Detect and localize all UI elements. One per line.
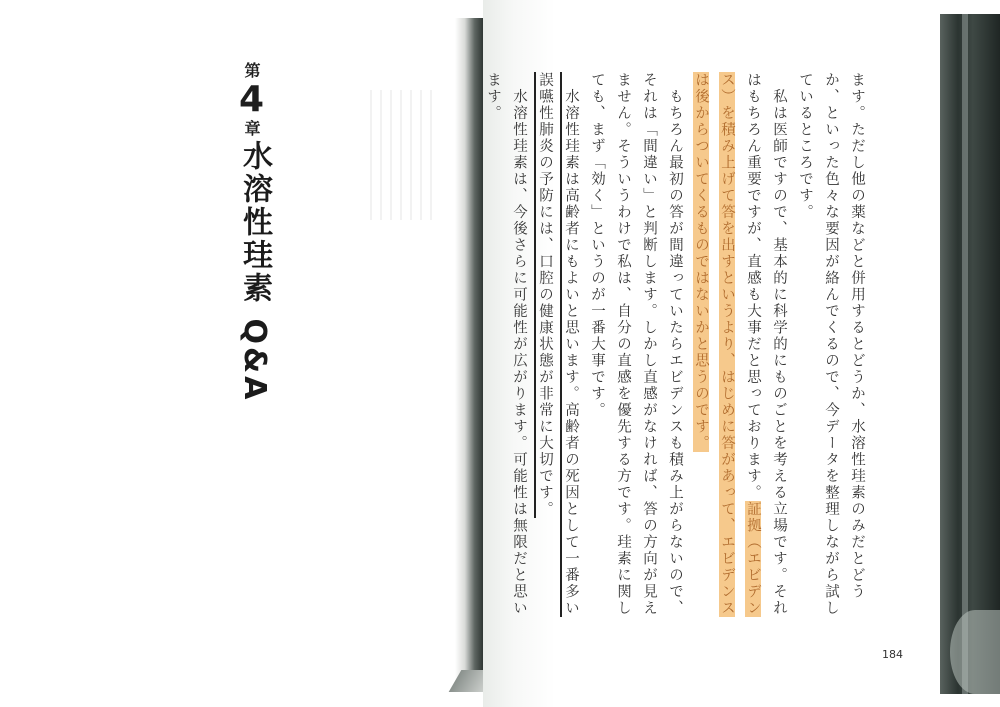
page-edge <box>940 14 1000 694</box>
page-number: 184 <box>882 648 903 661</box>
chapter-label: 第 <box>242 62 261 79</box>
left-page <box>0 0 480 707</box>
edge-reflection <box>950 610 1000 694</box>
paragraph-text: ます。ただし他の薬などと併用するとどうか、水溶性珪素のみだとどうか、といった色々な要因が絡んでくるので、今データを整理しながら試しているところです。 <box>797 72 865 617</box>
paragraph-text: 水溶性珪素は高齢者にもよいと思います。高齢者の死因として一番多い誤嚥性肺炎の予防には、口腔の健康状態が非常に大切です。 <box>534 72 579 617</box>
paragraph-text: もちろん最初の答が間違っていたらエビデンスも積み上がらないので、それは「間違い」と判断します。しかし直感がなければ、答の方向が見えません。そういうわけで私は、自分の直感を優先する方です。珪素に関しても、まず「効く」というのが一番大事です。 <box>589 72 683 617</box>
paragraph <box>792 72 870 632</box>
page-edge-sheen <box>962 14 968 694</box>
body-text <box>485 72 870 632</box>
chapter-suffix: 章 <box>242 120 261 137</box>
bleed-through-text <box>370 90 440 220</box>
chapter-number: 4 <box>231 79 272 120</box>
paragraph <box>480 72 532 632</box>
paragraph-text: 水溶性珪素は、今後さらに可能性が広がります。可能性は無限だと思います。 <box>485 72 527 617</box>
paragraph <box>584 72 688 632</box>
paragraph <box>532 72 584 632</box>
paragraph-text: 私は医師ですので、基本的に科学的にものごとを考える立場です。それはもちろん重要ですが、直感も大事だと思っております。 <box>745 72 787 617</box>
highlighted-text: 証拠（エビデンス）を積み上げて答を出すというより、はじめに答があって、エビデンスは後からついてくるものではないかと思うのです。 <box>693 72 761 617</box>
chapter-title: 水溶性珪素 Q&A <box>237 140 272 403</box>
book-gutter <box>455 18 483 690</box>
paragraph <box>688 72 792 632</box>
